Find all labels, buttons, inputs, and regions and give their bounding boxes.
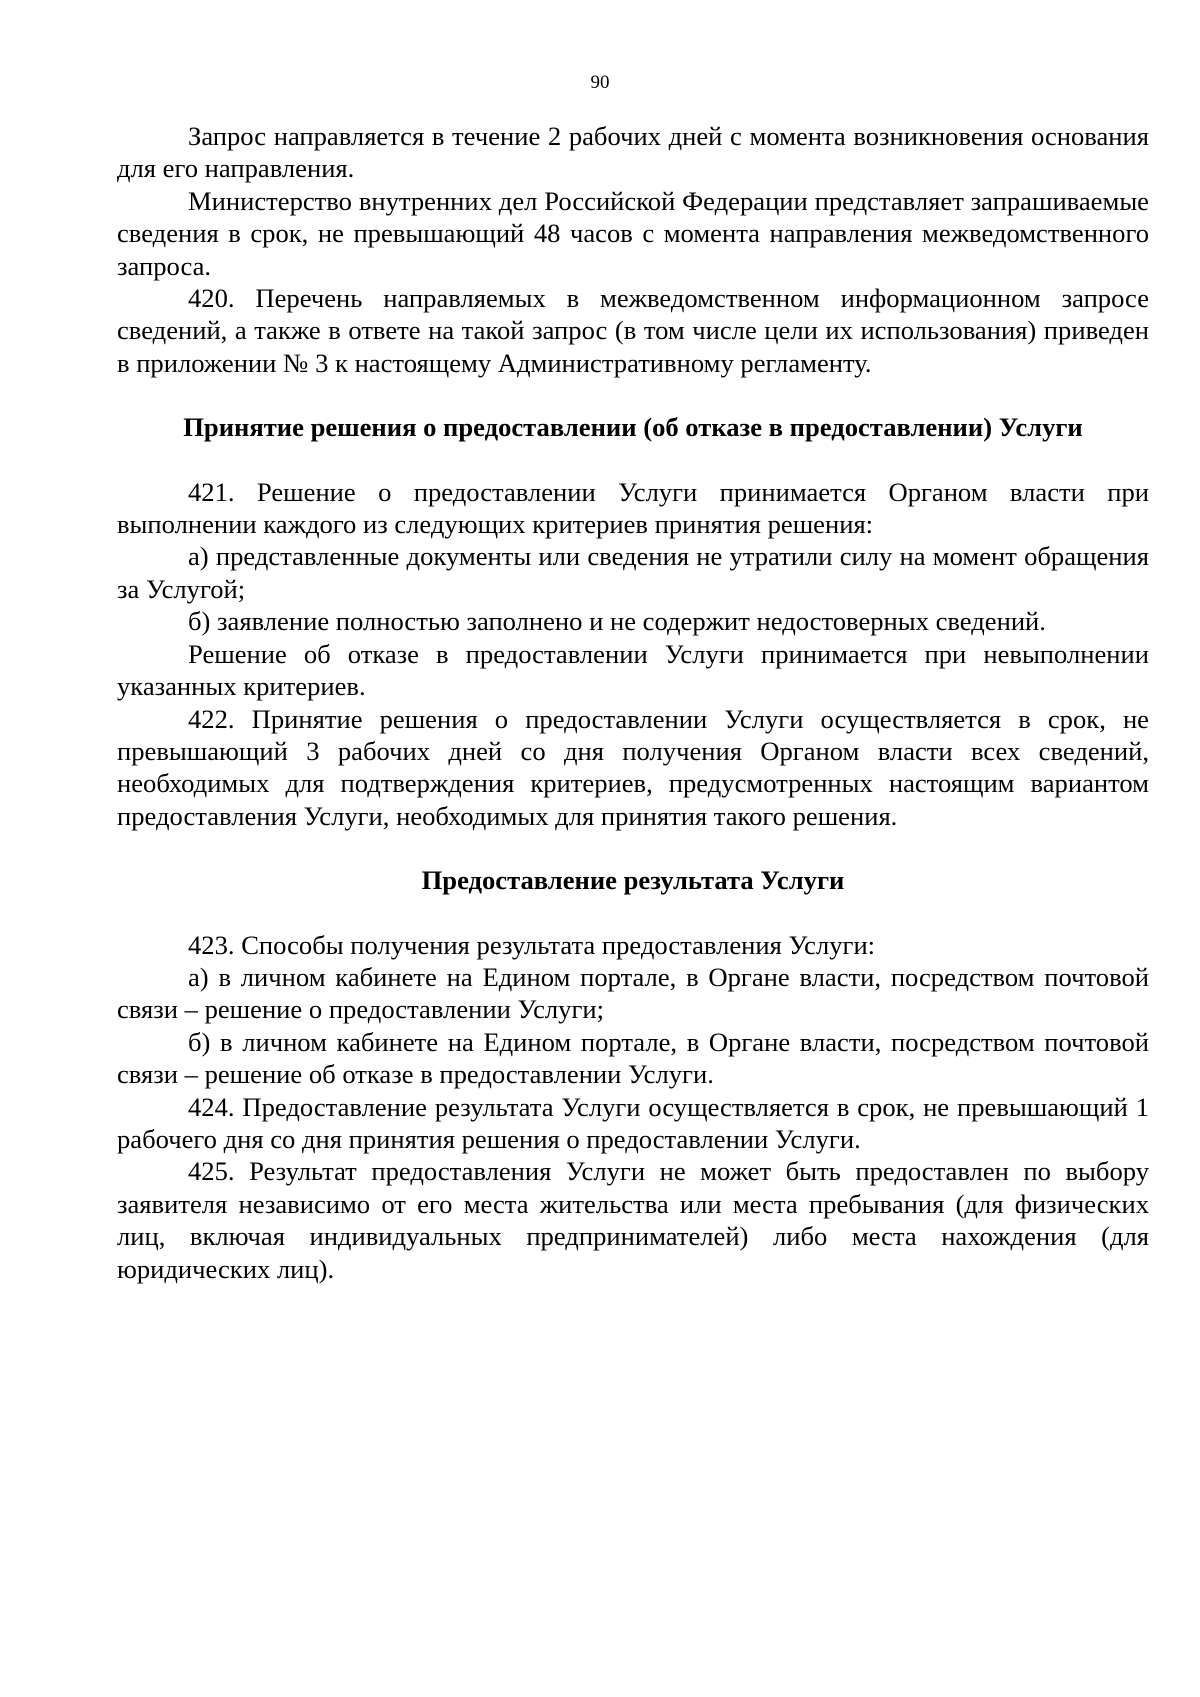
paragraph: 422. Принятие решения о предоставлении Услуги осуществляется в срок, не превышающий 3 рабочих дней со дня получения Органом власти всех сведений, необходимых для подтверждения критериев, предусмотренных настоящим вариантом предоставления Услуги, необходимых для принятия такого решения. — [117, 703, 1149, 831]
section-spacer — [117, 832, 1149, 864]
paragraph: 425. Результат предоставления Услуги не может быть предоставлен по выбору заявителя независимо от его места жительства или места пребывания (для физических лиц, включая индивидуальных предпринимателей) либо места нахождения (для юридических лиц). — [117, 1156, 1149, 1284]
paragraph: Решение об отказе в предоставлении Услуги принимается при невыполнении указанных критериев. — [117, 638, 1149, 702]
section-heading: Принятие решения о предоставлении (об отказе в предоставлении) Услуги — [183, 412, 1083, 443]
section-spacer — [117, 897, 1149, 929]
paragraph: 424. Предоставление результата Услуги осуществляется в срок, не превышающий 1 рабочего дня со дня принятия решения о предоставлении Услуги. — [117, 1091, 1149, 1154]
paragraph: б) в личном кабинете на Едином портале, в Органе власти, посредством почтовой связи – решение об отказе в предоставлении Услуги. — [117, 1026, 1149, 1090]
section-spacer — [117, 444, 1149, 476]
paragraph: 420. Перечень направляемых в межведомственном информационном запросе сведений, а также в ответе на такой запрос (в том числе цели их использования) приведен в приложении № 3 к настоящему Административному регламенту. — [117, 283, 1149, 378]
paragraph: б) заявление полностью заполнено и не содержит недостоверных сведений. — [188, 606, 1046, 637]
paragraph: Запрос направляется в течение 2 рабочих дней с момента возникновения основания для его направления. — [117, 121, 1149, 184]
section-spacer — [117, 379, 1149, 411]
section-heading: Предоставление результата Услуги — [421, 865, 845, 896]
paragraph: 421. Решение о предоставлении Услуги принимается Органом власти при выполнении каждого из следующих критериев принятия решения: — [117, 476, 1149, 540]
paragraph: а) в личном кабинете на Едином портале, в Органе власти, посредством почтовой связи – решение о предоставлении Услуги; — [117, 961, 1149, 1025]
paragraph: а) представленные документы или сведения не утратили силу на момент обращения за Услугой; — [117, 541, 1149, 604]
page-number: 90 — [590, 72, 610, 93]
paragraph: 423. Способы получения результата предоставления Услуги: — [188, 929, 876, 960]
paragraph: Министерство внутренних дел Российской Федерации представляет запрашиваемые сведения в срок, не превышающий 48 часов с момента направления межведомственного запроса. — [117, 185, 1149, 281]
document-body — [117, 120, 1149, 1285]
